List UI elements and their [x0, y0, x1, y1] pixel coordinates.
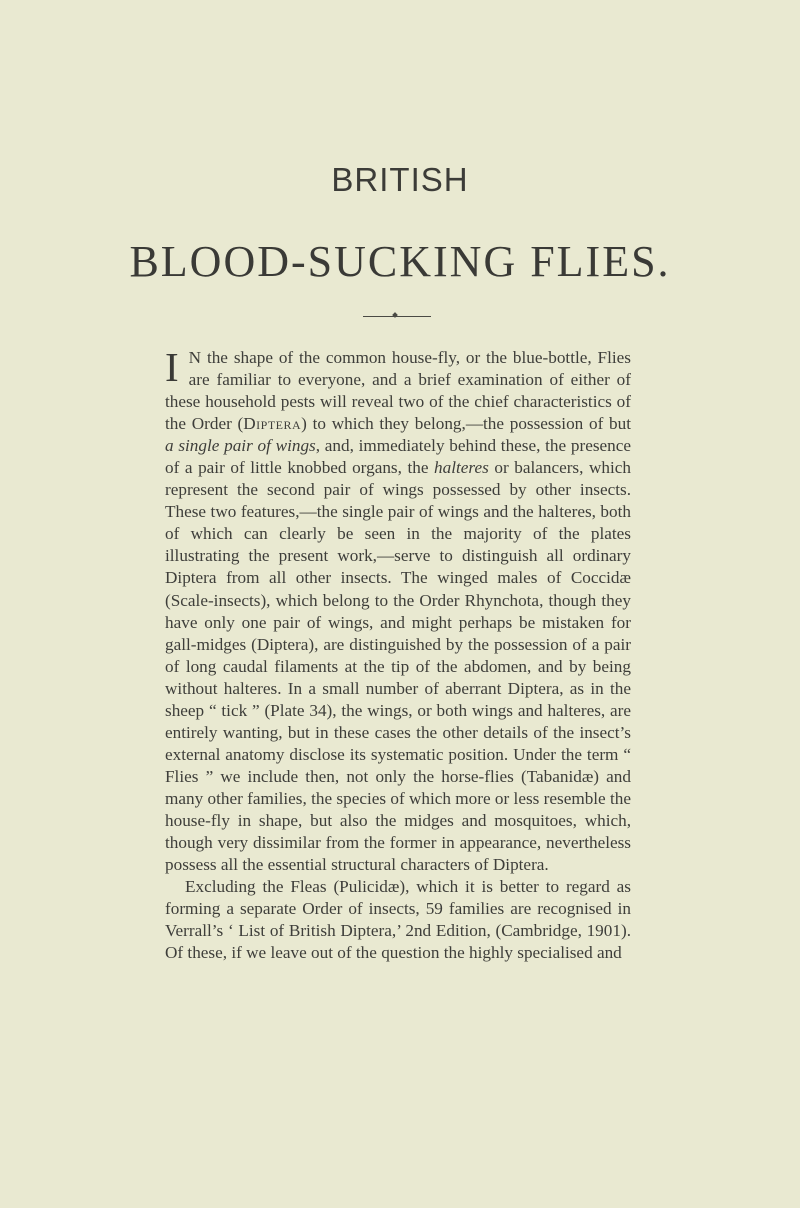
- order-name: Diptera: [243, 414, 302, 434]
- subtitle: BRITISH: [331, 161, 469, 198]
- p1-text-3: , and, immediately behind these, the presence of a pair of little knobbed organs, the: [165, 436, 631, 478]
- emphasis-single-pair-of-wings: a single pair of wings: [165, 436, 316, 456]
- ornamental-divider: [363, 316, 431, 317]
- p1-text-2: ) to which they belong,—the possession of but: [301, 414, 631, 434]
- p1-text-1: N the shape of the common house-fly, or the blue-bottle, Flies are familiar to everyone, and a brief examination of either of these household pests will reveal two of the chief characteristics of the Order (: [165, 348, 631, 434]
- p1-text-4: or balancers, which represent the second pair of wings possessed by other insects. These two features,—the single pair of wings and the halteres, both of which can clearly be seen in the majority of the plates illustrating the present work,—serve to distinguish all ordinary Diptera from all other insects. The winged males of Coccidæ (Scale-insects), which belong to the Order Rhynchota, though they have only one pair of wings, and might perhaps be mistaken for gall-midges (Diptera), are distinguished by the possession of a pair of long caudal filaments at the tip of the abdomen, and by being without halteres. In a small number of aberrant Diptera, as in the sheep “ tick ” (Plate 34), the wings, or both wings and halteres, are entirely wanting, but in these cases the other details of the insect’s external anatomy disclose its systematic position. Under the term “ Flies ” we include then, not only the horse-flies (Tabanidæ) and many other families, the species of which more or less resemble the house-fly in shape, but also the midges and mosquitoes, which, though very dissimilar from the former in appearance, nevertheless possess all the essential structural characters of Diptera.: [165, 458, 631, 875]
- paragraph-2: Excluding the Fleas (Pulicidæ), which it is better to regard as forming a separate Order of insects, 59 families are recognised in Verrall’s ‘ List of British Diptera,’ 2nd Edition, (Cambridge, 1901). Of these, if we leave out of the question the highly specialised and: [165, 877, 631, 963]
- paragraph-1: [165, 344, 631, 876]
- page-title: BLOOD-SUCKING FLIES.: [129, 237, 671, 286]
- body-text: [165, 344, 631, 964]
- drop-cap: I: [165, 344, 179, 390]
- emphasis-halteres: halteres: [434, 458, 489, 478]
